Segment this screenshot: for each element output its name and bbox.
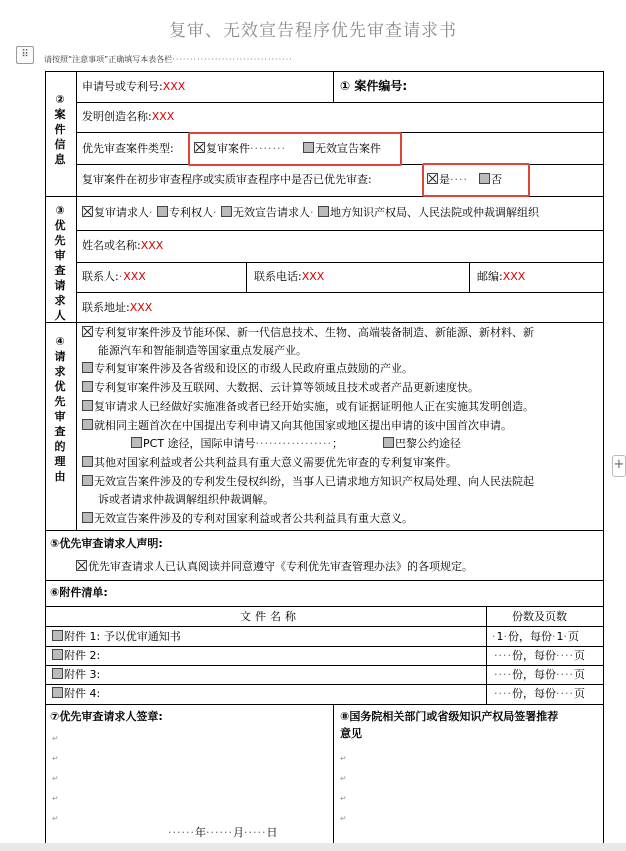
reason-item[interactable]: 复审请求人已经做好实施准备或者已经开始实施，或有证据证明他人正在实施其发明创造。 xyxy=(82,400,534,414)
paragraph-mark-icon: ↵ xyxy=(340,774,347,783)
checkbox-icon xyxy=(221,206,232,217)
reason-item[interactable]: 专利复审案件涉及互联网、大数据、云计算等领域且技术或者产品更新速度快。 xyxy=(82,381,479,395)
requester-name-field[interactable]: 姓名或名称:XXX xyxy=(82,239,164,252)
highlight-box xyxy=(188,132,402,166)
pct-route[interactable]: PCT 途径，国际申请号·················； xyxy=(131,437,343,451)
reason-item[interactable]: 专利复审案件涉及节能环保、新一代信息技术、生物、高端装备制造、新能源、新材料、新 xyxy=(82,326,534,340)
attachment-count[interactable]: ····份，每份····页 xyxy=(494,649,585,662)
checkbox-icon xyxy=(82,362,93,373)
checkbox-icon xyxy=(52,668,63,679)
section-case-info-label: ② 案 件 信 息 xyxy=(54,93,66,166)
attachment-row[interactable]: 附件 3: xyxy=(52,668,100,682)
reason-item-cont: 能源汽车和智能制造等国家重点发展产业。 xyxy=(98,344,307,357)
checkbox-checked-icon xyxy=(82,206,93,217)
attachment-row[interactable]: 附件 2: xyxy=(52,649,100,663)
reason-item[interactable]: 专利复审案件涉及各省级和设区的市级人民政府重点鼓励的产业。 xyxy=(82,362,413,376)
paragraph-mark-icon: ↵ xyxy=(340,814,347,823)
page-bottom-bar xyxy=(0,843,626,851)
instruction-note: 请按照“注意事项”正确填写本表各栏·································· xyxy=(44,55,293,64)
checkbox-icon xyxy=(383,437,394,448)
prior-review-label: 复审案件在初步审查程序或实质审查程序中是否已优先审查: xyxy=(82,173,372,186)
checkbox-icon xyxy=(318,206,329,217)
paragraph-mark-icon: ↵ xyxy=(52,774,59,783)
paragraph-mark-icon: ↵ xyxy=(52,814,59,823)
case-type-label: 优先审查案件类型: xyxy=(82,142,174,155)
reason-item[interactable]: 就相同主题首次在中国提出专利申请又向其他国家或地区提出申请的该中国首次申请。 xyxy=(82,419,512,433)
table-move-handle-icon[interactable]: ⠿ xyxy=(16,46,34,64)
address-field[interactable]: 联系地址:XXX xyxy=(82,301,153,314)
checkbox-icon xyxy=(52,649,63,660)
checkbox-icon xyxy=(157,206,168,217)
declaration-statement[interactable]: 优先审查请求人已认真阅读并同意遵守《专利优先审查管理办法》的各项规定。 xyxy=(76,560,473,574)
case-type-reexam-option[interactable]: 复审案件········ xyxy=(194,142,286,156)
attachment-count[interactable]: ····份，每份····页 xyxy=(494,668,585,681)
reason-item-cont: 诉或者请求仲裁调解组织仲裁调解。 xyxy=(98,493,274,506)
checkbox-icon xyxy=(52,687,63,698)
opinion-label-cont: 意见 xyxy=(340,727,362,740)
paragraph-mark-icon: ↵ xyxy=(52,734,59,743)
paragraph-mark-icon: ↵ xyxy=(340,754,347,763)
case-type-invalid-option[interactable]: 无效宣告案件 xyxy=(303,142,381,156)
prior-review-no[interactable]: 否 xyxy=(479,173,502,187)
prior-review-yes[interactable]: 是···· xyxy=(427,173,468,187)
sign-date[interactable]: ······年······月·····日 xyxy=(168,826,278,839)
reason-item[interactable]: 其他对国家利益或者公共利益具有重大意义需要优先审查的专利复审案件。 xyxy=(82,456,457,470)
checkbox-icon xyxy=(82,456,93,467)
signature-label: ⑦优先审查请求人签章: xyxy=(50,710,163,723)
attachment-row[interactable]: 附件 1: 予以优审通知书 xyxy=(52,630,181,644)
checkbox-icon xyxy=(82,419,93,430)
paragraph-mark-icon: ↵ xyxy=(52,754,59,763)
reason-item[interactable]: 无效宣告案件涉及的专利对国家利益或者公共利益具有重大意义。 xyxy=(82,512,413,526)
attachment-row[interactable]: 附件 4: xyxy=(52,687,100,701)
declaration-label: ⑤优先审查请求人声明: xyxy=(50,537,163,550)
checkbox-icon xyxy=(131,437,142,448)
checkbox-checked-icon xyxy=(82,326,93,337)
invention-name-field[interactable]: 发明创造名称:XXX xyxy=(82,110,175,123)
insert-row-plus-icon[interactable]: + xyxy=(612,455,626,477)
app-no-field[interactable]: 申请号或专利号:XXX xyxy=(82,80,186,93)
requester-roles[interactable]: 复审请求人· 专利权人· 无效宣告请求人· 地方知识产权局、人民法院或仲裁调解组织 xyxy=(82,206,539,220)
zip-field[interactable]: 邮编:XXX xyxy=(477,270,526,283)
phone-field[interactable]: 联系电话:XXX xyxy=(254,270,325,283)
section-reasons-label: ④ 请 求 优 先 审 查 的 理 由 xyxy=(54,335,66,483)
section-requester-label: ③ 优 先 审 查 请 求 人 xyxy=(54,204,66,322)
checkbox-icon xyxy=(52,630,63,641)
highlight-box xyxy=(422,163,530,197)
checkbox-checked-icon xyxy=(76,560,87,571)
col-doc-name: 文件名称 xyxy=(240,610,300,623)
checkbox-icon xyxy=(82,475,93,486)
reason-item[interactable]: 无效宣告案件涉及的专利发生侵权纠纷，当事人已请求地方知识产权局处理、向人民法院起 xyxy=(82,475,534,489)
checkbox-icon xyxy=(82,400,93,411)
checkbox-icon xyxy=(82,381,93,392)
paris-route[interactable]: 巴黎公约途径 xyxy=(383,437,461,451)
paragraph-mark-icon: ↵ xyxy=(340,794,347,803)
attachment-count[interactable]: ····份，每份····页 xyxy=(494,687,585,700)
opinion-label: ⑧国务院相关部门或省级知识产权局签署推荐 xyxy=(340,710,559,723)
case-no-field: ① 案件编号: xyxy=(340,79,408,93)
col-count-pages: 份数及页数 xyxy=(512,610,567,623)
contact-person-field[interactable]: 联系人:·XXX xyxy=(82,270,146,283)
form-title: 复审、无效宣告程序优先审查请求书 xyxy=(169,21,457,41)
paragraph-mark-icon: ↵ xyxy=(52,794,59,803)
checkbox-icon xyxy=(82,512,93,523)
attachments-label: ⑥附件清单: xyxy=(50,586,108,599)
attachment-count[interactable]: ·1·份，每份·1·页 xyxy=(492,630,579,643)
